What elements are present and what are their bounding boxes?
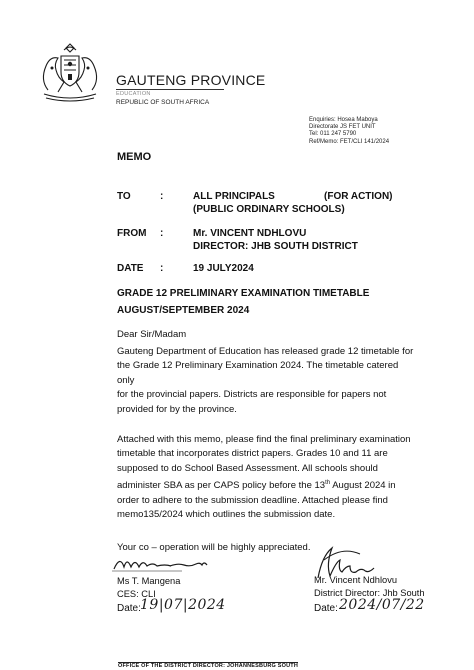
from-title: DIRECTOR: JHB SOUTH DISTRICT — [193, 240, 358, 252]
paragraph-text: August 2024 in — [330, 480, 396, 492]
right-signatory — [314, 574, 425, 599]
to-label: TO — [117, 191, 131, 202]
enquiries-directorate: Directorate JS FET UNIT — [309, 124, 376, 131]
paragraph-line: Gauteng Department of Education has released grade 12 timetable for — [117, 346, 414, 357]
to-recipient: ALL PRINCIPALS — [193, 191, 275, 202]
right-signatory-name: Mr. Vincent Ndhlovu — [314, 575, 398, 585]
to-value — [193, 191, 393, 216]
from-value — [193, 228, 358, 253]
enquiries-tel: Tel: 011 247 5790 — [309, 131, 357, 138]
to-colon: : — [160, 191, 164, 202]
department-line: EDUCATION — [116, 91, 151, 97]
paragraph-line: memo135/2024 which outlines the submission date. — [117, 509, 336, 521]
to-action: (FOR ACTION) — [324, 191, 393, 202]
date-label: DATE — [117, 263, 144, 274]
paragraph-1 — [117, 345, 417, 417]
letterhead-rule — [116, 89, 224, 90]
memo-title: MEMO — [117, 151, 152, 163]
enquiries-contact: Enquiries: Hosea Maboya — [309, 117, 378, 123]
left-handwritten-date: 19|07|2024 — [140, 597, 226, 613]
left-signature — [112, 553, 212, 575]
left-signatory-role: CES: CLI — [117, 588, 156, 599]
country-name: REPUBLIC OF SOUTH AFRICA — [116, 99, 210, 106]
footer-office-line: OFFICE OF THE DISTRICT DIRECTOR: JOHANNESBURG SOUTH — [118, 663, 298, 669]
left-signatory-name: Ms T. Mangena — [117, 576, 181, 586]
from-colon: : — [160, 228, 164, 239]
from-label: FROM — [117, 228, 147, 239]
superscript: th — [325, 480, 331, 487]
paragraph-line: for the provincial papers. Districts are responsible for papers not — [117, 389, 387, 401]
paragraph-line: supposed to do School Based Assessment. All schools should — [117, 462, 378, 474]
coat-of-arms-icon — [28, 38, 112, 102]
enquiries-block — [309, 117, 389, 146]
paragraph-line — [117, 476, 417, 494]
subject-line-2: AUGUST/SEPTEMBER 2024 — [117, 305, 250, 316]
province-name: GAUTENG PROVINCE — [116, 72, 266, 88]
date-colon: : — [160, 263, 164, 274]
memo-subject — [117, 285, 369, 319]
right-handwritten-date: 2024/07/22 — [339, 597, 425, 613]
paragraph-line: order to adhere to the submission deadline. Attached please find — [117, 494, 388, 506]
subject-line-1: GRADE 12 PRELIMINARY EXAMINATION TIMETABLE — [117, 288, 370, 299]
paragraph-line: timetable that incorporates district papers. Grades 10 and 11 are — [117, 448, 388, 460]
paragraph-text: administer SBA as per CAPS policy before the 13 — [117, 480, 326, 492]
paragraph-line: Attached with this memo, please find the final preliminary examination — [117, 434, 411, 445]
from-name: Mr. VINCENT NDHLOVU — [193, 228, 307, 239]
right-date-label: Date: — [314, 603, 338, 614]
closing-line: Your co – operation will be highly appreciated. — [117, 542, 311, 553]
paragraph-line: provided for by the province. — [117, 403, 237, 415]
date-value: 19 JULY2024 — [193, 263, 254, 274]
right-signatory-role: District Director: Jhb South — [314, 587, 425, 598]
paragraph-2 — [117, 433, 417, 523]
paragraph-line: the Grade 12 Preliminary Examination 2024. The timetable catered only — [117, 360, 399, 386]
to-recipient-detail: (PUBLIC ORDINARY SCHOOLS) — [193, 203, 345, 215]
left-date-label: Date: — [117, 603, 141, 614]
enquiries-ref: Ref/Memo: FET/CLI 141/2024 — [309, 138, 390, 145]
salutation: Dear Sir/Madam — [117, 329, 187, 340]
